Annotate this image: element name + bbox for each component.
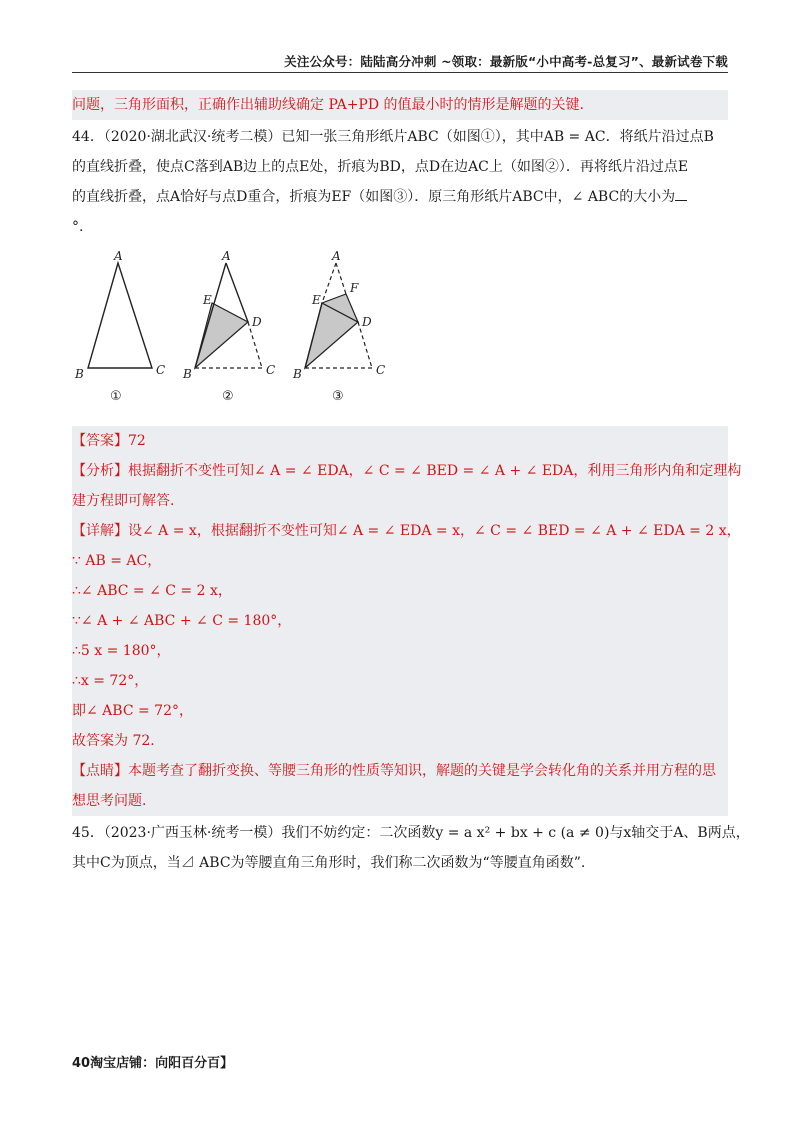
comment-text-1: 本题考查了翻折变换、等腰三角形的性质等知识，解题的关键是学会转化角的关系并用方程的思 — [128, 763, 716, 779]
label-A1: A — [114, 249, 123, 263]
folded-triangle-bed — [195, 303, 248, 368]
step-3: ∵∠ A + ∠ ABC + ∠ C = 180°， — [72, 613, 292, 629]
label-C3: C — [376, 363, 386, 377]
q44-line-1: 44．（2020·湖北武汉·统考二模）已知一张三角形纸片ABC（如图①），其中AB = AC．将纸片沿过点B — [72, 129, 714, 145]
label-B2: B — [183, 367, 192, 381]
step-2: ∴∠ ABC = ∠ C = 2 x， — [72, 583, 232, 599]
answer-blank — [675, 186, 687, 201]
prev-answer-tail — [72, 90, 728, 120]
label-E2: E — [203, 293, 212, 307]
figure-1 — [74, 249, 165, 404]
figures — [72, 248, 402, 410]
q44-line-3-text: 的直线折叠，点A恰好与点D重合，折痕为EF（如图③）．原三角形纸片ABC中，∠ ABC的大小为 — [72, 189, 676, 205]
q44-line-2: 的直线折叠，使点C落到AB边上的点E处，折痕为BD，点D在边AC上（如图②）．再将纸片沿过点E — [72, 159, 689, 175]
label-A2: A — [222, 249, 231, 263]
label-E3: E — [312, 293, 321, 307]
answer-line — [72, 426, 728, 456]
q44-line-4: °. — [72, 219, 84, 235]
label-C2: C — [266, 363, 276, 377]
answer-tag: 【答案】 — [72, 433, 128, 449]
page-footer: 40淘宝店铺：向阳百分百】 — [72, 1056, 234, 1071]
label-B3: B — [293, 367, 302, 381]
q45-line-1: 45．（2023·广西玉林·统考一模）我们不妨约定：二次函数y = a x² + bx + c (a ≠ 0)与x轴交于A、B两点， — [72, 825, 750, 841]
comment-tag: 【点睛】 — [72, 763, 128, 779]
analysis-tag: 【分析】 — [72, 463, 128, 479]
step-5: ∴x = 72°， — [72, 673, 149, 689]
triangle-abc — [88, 263, 152, 368]
q44-line-3 — [72, 182, 728, 212]
label-C1: C — [156, 363, 166, 377]
detail-text-1: 设∠ A = x，根据翻折不变性可知∠ A = ∠ EDA = x，∠ C = ∠ BED = ∠ A + ∠ EDA = 2 x， — [128, 523, 741, 539]
dashed-ae-3 — [322, 263, 336, 303]
label-D2: D — [252, 315, 262, 329]
figure-3 — [292, 249, 385, 404]
answer-section — [72, 426, 742, 816]
label-D3: D — [362, 315, 372, 329]
step-4: ∴5 x = 180°， — [72, 643, 171, 659]
figure-2 — [182, 249, 275, 404]
label-B1: B — [75, 367, 84, 381]
question-44 — [72, 122, 728, 242]
label-A3: A — [332, 249, 341, 263]
header-rule — [72, 72, 728, 73]
label-F3: F — [350, 281, 359, 295]
comment-line-1 — [72, 756, 728, 786]
prev-tail-text: 问题，三角形面积，正确作出辅助线确定 PA+PD 的值最小时的情形是解题的关键. — [72, 97, 584, 113]
dashed-af-3 — [336, 263, 346, 294]
q45-line-2: 其中C为顶点，当⊿ ABC为等腰直角三角形时，我们称二次函数为“等腰直角函数”. — [72, 855, 586, 871]
detail-tag: 【详解】 — [72, 523, 128, 539]
question-45 — [72, 818, 750, 878]
caption-2: ② — [222, 389, 234, 404]
step-1: ∵ AB = AC， — [72, 553, 162, 569]
caption-3: ③ — [332, 389, 344, 404]
analysis-line-1 — [72, 456, 742, 486]
comment-line-2: 想思考问题. — [72, 793, 147, 809]
analysis-text-1: 根据翻折不变性可知∠ A = ∠ EDA，∠ C = ∠ BED = ∠ A + ∠ EDA，利用三角形内角和定理构 — [128, 463, 742, 479]
caption-1: ① — [110, 389, 122, 404]
detail-line-1 — [72, 516, 741, 546]
step-6: 即∠ ABC = 72°， — [72, 703, 193, 719]
answer-value: 72 — [128, 433, 146, 449]
figure-svg — [72, 248, 402, 410]
page-header: 关注公众号：陆陆高分冲刺 ~领取：最新版“小中高考-总复习”、最新试卷下载 — [284, 54, 728, 69]
step-7: 故答案为 72. — [72, 733, 155, 749]
analysis-line-2: 建方程即可解答. — [72, 493, 175, 509]
